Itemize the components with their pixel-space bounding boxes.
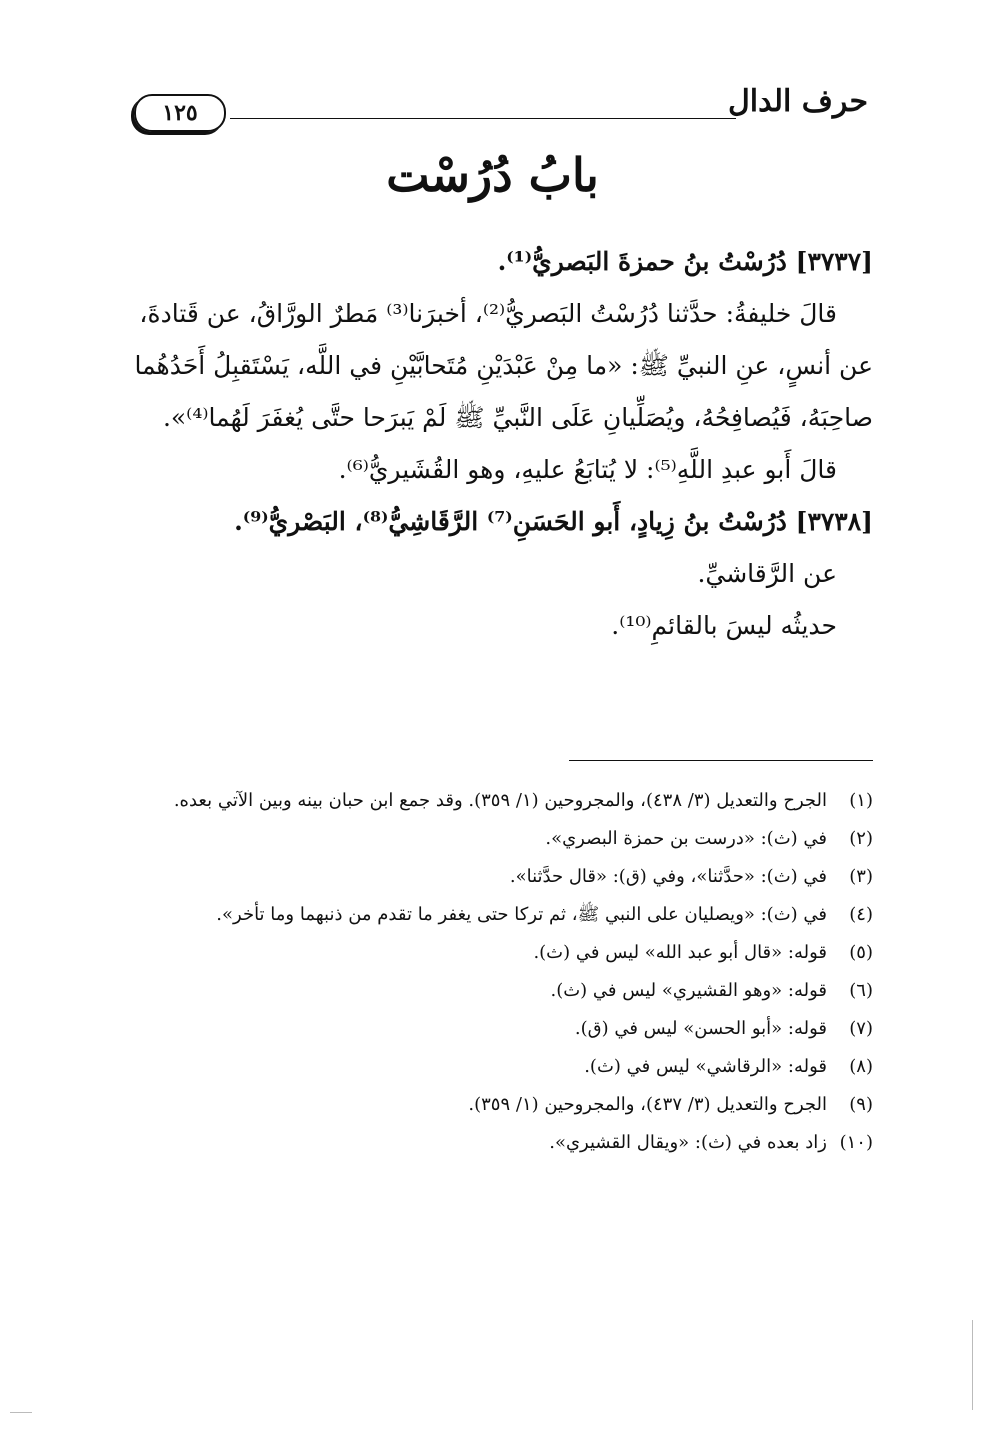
footnote-item	[113, 858, 873, 896]
scan-artifact	[10, 1412, 32, 1413]
running-title: حرف الدال	[728, 84, 868, 119]
text-line: عن أنسٍ، عنِ النبيِّ ﷺ: «ما مِنْ عَبْدَيْنِ مُتَحابَّيْنِ في اللَّه، يَسْتَقبِلُ أَحَدُهُما	[134, 351, 873, 380]
footnotes	[113, 782, 873, 1162]
footnote-number: (٨)	[849, 1056, 873, 1077]
footnote-item	[113, 896, 873, 934]
page-number: ١٢٥	[162, 100, 198, 126]
footnote-number: (٢)	[849, 828, 873, 849]
footnote-text: قوله: «وهو القشيري» ليس في (ث).	[550, 980, 827, 1001]
scan-artifact	[972, 1320, 973, 1410]
text-line: قالَ خليفةُ: حدَّثنا دُرُسْتُ البَصريُّ⁽²⁾، أخبرَنا⁽³⁾ مَطرٌ الورَّاقُ، عن قَتادةَ،	[139, 299, 837, 328]
footnote-text: قوله: «أبو الحسن» ليس في (ق).	[574, 1018, 827, 1039]
footnote-text: قوله: «قال أبو عبد الله» ليس في (ث).	[533, 942, 827, 963]
footnote-separator	[569, 760, 873, 761]
entry-heading-3738: [٣٧٣٨] دُرُسْتُ بنُ زِيادٍ، أَبو الحَسَنِ⁽⁷⁾ الرَّقَاشِيُّ⁽⁸⁾، البَصْريُّ⁽⁹⁾.	[234, 507, 873, 536]
main-text	[103, 236, 873, 652]
page-number-badge	[134, 94, 226, 132]
footnote-item	[113, 934, 873, 972]
text-line: عن الرَّقاشيِّ.	[697, 559, 837, 588]
footnote-number: (٧)	[849, 1018, 873, 1039]
footnote-text: الجرح والتعديل (٣/ ٤٣٨)، والمجروحين (١/ ٣٥٩). وقد جمع ابن حبان بينه وبين الآتي بعده.	[173, 790, 827, 811]
footnote-number: (٦)	[849, 980, 873, 1001]
footnote-number: (١)	[849, 790, 873, 811]
footnote-item	[113, 1048, 873, 1086]
footnote-item	[113, 1086, 873, 1124]
page-header	[130, 82, 868, 138]
footnote-text: قوله: «الرقاشي» ليس في (ث).	[584, 1056, 827, 1077]
footnote-number: (١٠)	[839, 1132, 873, 1153]
footnote-text: في (ث): «ويصليان على النبي ﷺ، ثم تركا حتى يغفر ما تقدم من ذنبهما وما تأخر».	[216, 904, 827, 925]
footnote-item	[113, 972, 873, 1010]
footnote-number: (٣)	[849, 866, 873, 887]
footnote-number: (٤)	[849, 904, 873, 925]
chapter-title: بابُ دُرُسْت	[386, 148, 599, 202]
header-rule	[230, 118, 736, 119]
footnote-number: (٩)	[849, 1094, 873, 1115]
text-line: صاحِبَهُ، فَيُصافِحُهُ، ويُصَلِّيانِ عَلَى النَّبيِّ ﷺ لَمْ يَبرَحا حتَّى يُغفَرَ لَهُما⁽⁴⁾».	[162, 403, 873, 432]
footnote-item	[113, 1124, 873, 1162]
footnote-text: في (ث): «حدَّثنا»، وفي (ق): «قال حدَّثنا».	[509, 866, 827, 887]
footnote-text: في (ث): «درست بن حمزة البصري».	[545, 828, 827, 849]
footnote-item	[113, 1010, 873, 1048]
footnote-text: زاد بعده في (ث): «ويقال القشيري».	[549, 1132, 827, 1153]
footnote-number: (٥)	[849, 942, 873, 963]
footnote-item	[113, 782, 873, 820]
entry-heading-3737: [٣٧٣٧] دُرُسْتُ بنُ حمزةَ البَصريُّ⁽¹⁾.	[497, 247, 873, 276]
text-line: قالَ أَبو عبدِ اللَّهِ⁽⁵⁾: لا يُتابَعُ عليهِ، وهو القُشَيريُّ⁽⁶⁾.	[338, 455, 837, 484]
footnote-text: الجرح والتعديل (٣/ ٤٣٧)، والمجروحين (١/ ٣٥٩).	[468, 1094, 827, 1115]
text-line: حديثُه ليسَ بالقائمِ⁽¹⁰⁾.	[611, 611, 837, 640]
footnote-item	[113, 820, 873, 858]
